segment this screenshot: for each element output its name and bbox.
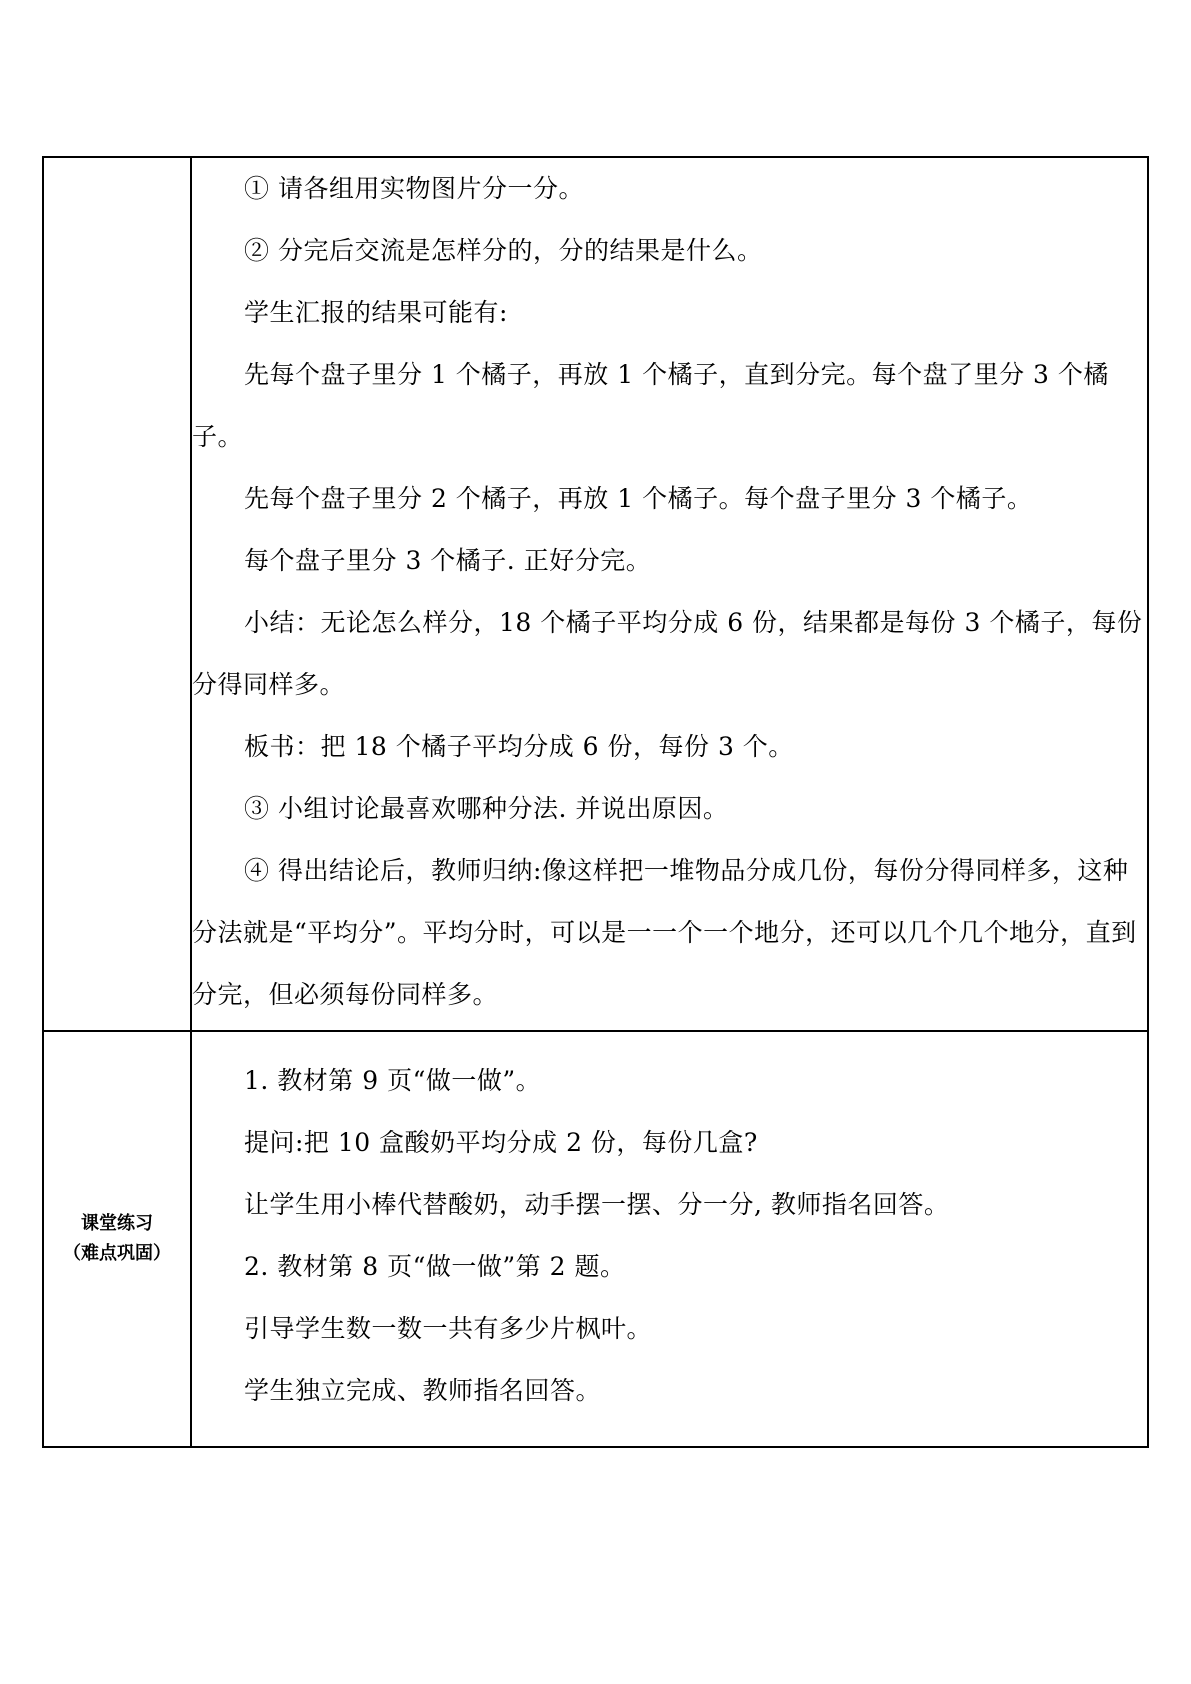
table-row xyxy=(43,157,1148,1031)
text-line: 学生独立完成、教师指名回答。 xyxy=(244,1376,602,1405)
text-line: 2. 教材第 8 页“做一做”第 2 题。 xyxy=(244,1252,626,1281)
text-line: 让学生用小棒代替酸奶，动手摆一摆、分一分, 教师指名回答。 xyxy=(244,1190,950,1219)
conclusion-paragraph: ④ 得出结论后，教师归纳:像这样把一堆物品分成几份，每份分得同样多，这种分法就是“平均分”。平均分时，可以是一一个一个地分，还可以几个几个地分，直到分完，但必须每份同样多。 xyxy=(192,856,1137,1009)
text-line: 学生汇报的结果可能有: xyxy=(244,298,508,327)
text-line: 提问:把 10 盒酸奶平均分成 2 份，每份几盒? xyxy=(244,1128,758,1157)
table-row xyxy=(43,1031,1148,1447)
text-line: ① 请各组用实物图片分一分。 xyxy=(244,174,584,203)
section-label-cell xyxy=(43,1031,191,1447)
text-line: ③ 小组讨论最喜欢哪种分法. 并说出原因。 xyxy=(244,794,729,823)
board-notes: 板书：把 18 个橘子平均分成 6 份，每份 3 个。 xyxy=(244,732,794,761)
section-sublabel: （难点巩固） xyxy=(63,1243,171,1264)
text-line: 引导学生数一数一共有多少片枫叶。 xyxy=(244,1314,653,1343)
summary-paragraph: 小结：无论怎么样分，18 个橘子平均分成 6 份，结果都是每份 3 个橘子，每份分得同样多。 xyxy=(192,608,1143,699)
section-label-cell xyxy=(43,157,191,1031)
text-line: 先每个盘子里分 2 个橘子，再放 1 个橘子。每个盘子里分 3 个橘子。 xyxy=(244,484,1033,513)
section-content-cell xyxy=(191,157,1148,1031)
section-label: 课堂练习 xyxy=(81,1213,153,1234)
lesson-plan-table xyxy=(42,156,1149,1448)
text-line: 每个盘子里分 3 个橘子. 正好分完。 xyxy=(244,546,652,575)
section-content-cell xyxy=(191,1031,1148,1447)
text-line: 1. 教材第 9 页“做一做”。 xyxy=(244,1066,542,1095)
text-paragraph: 先每个盘子里分 1 个橘子，再放 1 个橘子，直到分完。每个盘了里分 3 个橘子。 xyxy=(192,360,1109,451)
text-line: ② 分完后交流是怎样分的，分的结果是什么。 xyxy=(244,236,763,265)
